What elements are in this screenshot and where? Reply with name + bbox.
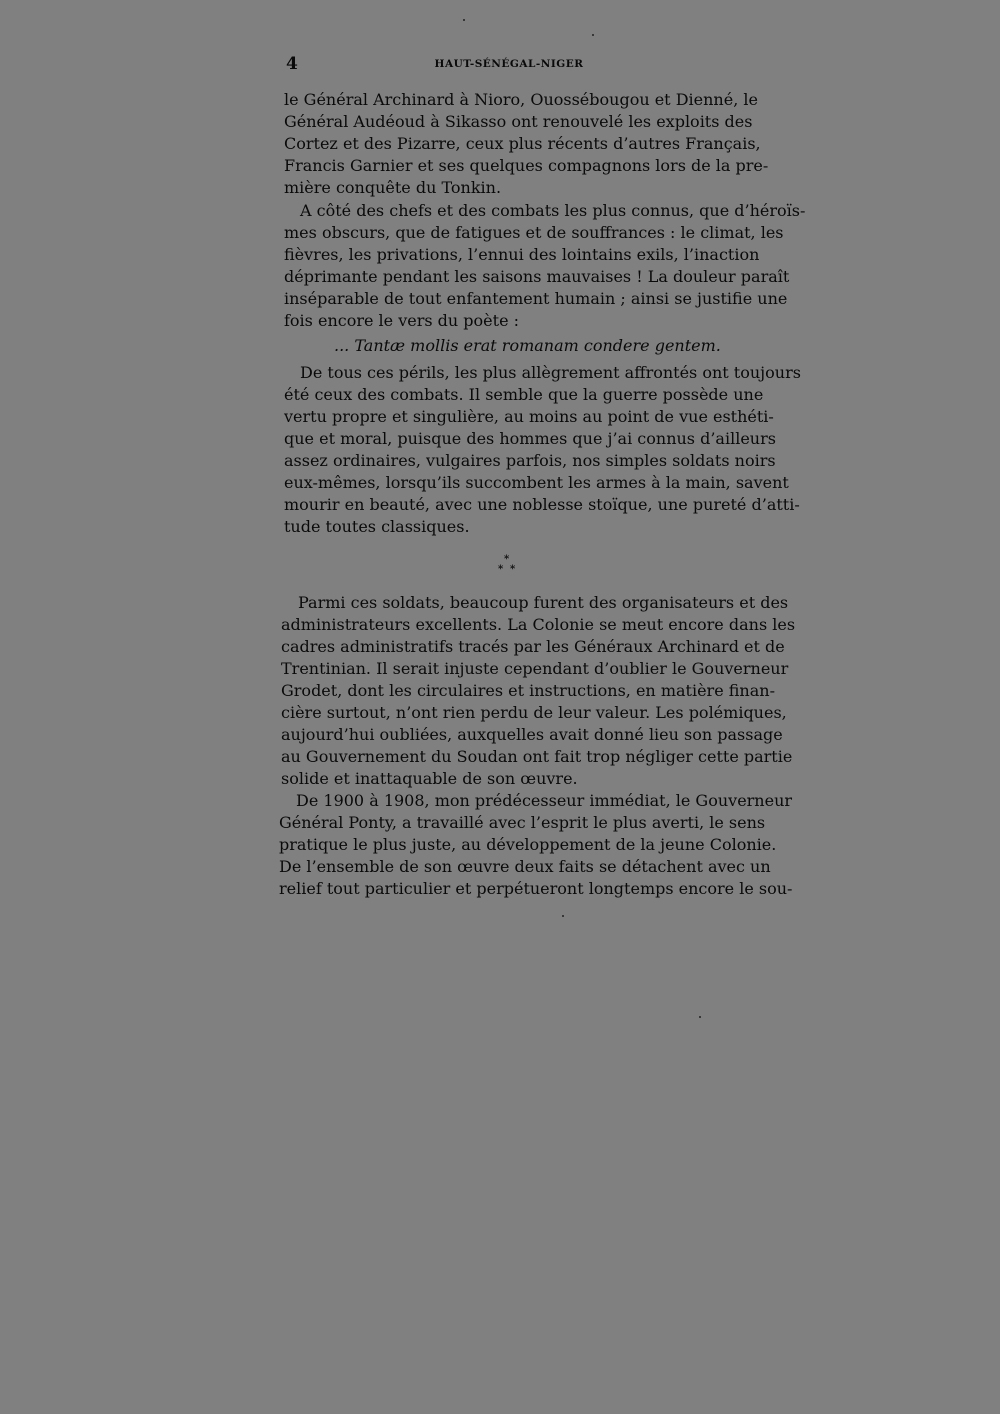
asterism-star: * — [498, 564, 504, 575]
text-line: Parmi ces soldats, beaucoup furent des organisateurs et des — [298, 593, 789, 612]
scan-speck — [562, 915, 564, 917]
text-line: solide et inattaquable de son œuvre. — [281, 769, 578, 788]
text-line: pratique le plus juste, au développement de la jeune Colonie. — [279, 835, 777, 854]
text-line: Cortez et des Pizarre, ceux plus récents d’autres Français, — [284, 134, 761, 153]
asterism-star: * — [504, 554, 510, 565]
text-line: A côté des chefs et des combats les plus connus, que d’héroïs- — [300, 201, 806, 220]
text-line: Général Ponty, a travaillé avec l’esprit le plus averti, le sens — [279, 813, 766, 832]
text-line: le Général Archinard à Nioro, Ouossébougou et Dienné, le — [284, 90, 758, 109]
verse-line: ... Tantæ mollis erat romanam condere gentem. — [334, 336, 721, 355]
asterism-separator — [486, 554, 526, 578]
text-line: Général Audéoud à Sikasso ont renouvelé les exploits des — [284, 112, 753, 131]
scan-speck — [699, 1016, 701, 1018]
text-line: relief tout particulier et perpétueront longtemps encore le sou- — [279, 879, 793, 898]
text-line: cière surtout, n’ont rien perdu de leur valeur. Les polémiques, — [281, 703, 787, 722]
text-line: au Gouvernement du Soudan ont fait trop négliger cette partie — [281, 747, 793, 766]
text-line: fièvres, les privations, l’ennui des lointains exils, l’inaction — [284, 245, 760, 264]
text-line: cadres administratifs tracés par les Généraux Archinard et de — [281, 637, 785, 656]
text-line: vertu propre et singulière, au moins au point de vue esthéti- — [284, 407, 774, 426]
scan-speck — [592, 34, 594, 36]
text-line: administrateurs excellents. La Colonie se meut encore dans les — [281, 615, 796, 634]
running-head: HAUT-SÉNÉGAL-NIGER — [434, 58, 584, 70]
text-line: mes obscurs, que de fatigues et de souffrances : le climat, les — [284, 223, 784, 242]
text-line: Trentinian. Il serait injuste cependant d’oublier le Gouverneur — [281, 659, 789, 678]
text-line: mière conquête du Tonkin. — [284, 178, 502, 197]
text-line: fois encore le vers du poète : — [284, 311, 520, 330]
text-line: De tous ces périls, les plus allègrement affrontés ont toujours — [300, 363, 801, 382]
asterism-star: * — [510, 564, 516, 575]
text-line: tude toutes classiques. — [284, 517, 470, 536]
text-line: eux-mêmes, lorsqu’ils succombent les armes à la main, savent — [284, 473, 789, 492]
text-line: De l’ensemble de son œuvre deux faits se détachent avec un — [279, 857, 771, 876]
text-line: mourir en beauté, avec une noblesse stoïque, une pureté d’atti- — [284, 495, 800, 514]
text-line: inséparable de tout enfantement humain ; ainsi se justifie une — [284, 289, 788, 308]
text-line: que et moral, puisque des hommes que j’ai connus d’ailleurs — [284, 429, 776, 448]
text-line: déprimante pendant les saisons mauvaises ! La douleur paraît — [284, 267, 790, 286]
page-header — [284, 54, 734, 76]
text-line: aujourd’hui oubliées, auxquelles avait donné lieu son passage — [281, 725, 783, 744]
scan-speck — [463, 19, 465, 21]
text-line: été ceux des combats. Il semble que la guerre possède une — [284, 385, 764, 404]
page-number: 4 — [286, 54, 298, 74]
text-line: De 1900 à 1908, mon prédécesseur immédiat, le Gouverneur — [296, 791, 793, 810]
text-line: assez ordinaires, vulgaires parfois, nos simples soldats noirs — [284, 451, 776, 470]
text-line: Grodet, dont les circulaires et instructions, en matière finan- — [281, 681, 775, 700]
text-line: Francis Garnier et ses quelques compagnons lors de la pre- — [284, 156, 769, 175]
